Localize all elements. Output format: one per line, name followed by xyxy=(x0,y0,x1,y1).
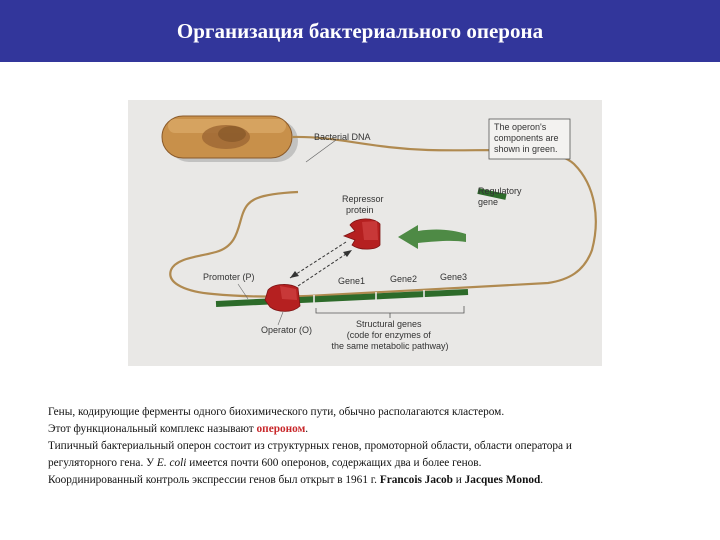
paragraph-2 xyxy=(48,421,708,438)
operon-term: опероном xyxy=(256,423,306,435)
promoter-label: Promoter (P) xyxy=(203,272,255,282)
operon-figure xyxy=(128,100,602,366)
species-name: E. coli xyxy=(156,457,187,469)
slide-title: Организация бактериального оперона xyxy=(176,19,544,43)
p2-text: Этот функциональный комплекс называют xyxy=(48,423,257,435)
operator-label: Operator (O) xyxy=(261,325,313,335)
scientist-monod: Jacques Monod xyxy=(464,474,541,486)
operator-repressor xyxy=(265,284,300,311)
paragraph-4 xyxy=(48,472,708,489)
p4-end: . xyxy=(540,474,544,486)
scientist-jacob: Francois Jacob xyxy=(379,474,453,486)
repressor-protein-label: Repressor protein xyxy=(342,194,384,215)
p2-end: . xyxy=(305,423,309,435)
operon-diagram xyxy=(128,100,602,366)
structural-genes-label: Structural genes (code for enzymes of the same metabolic pathway) xyxy=(331,319,449,351)
note-label: The operon's components are shown in green. xyxy=(494,122,559,154)
paragraph-3b xyxy=(48,455,708,472)
bacterium-cell xyxy=(162,116,298,162)
paragraph-3a: Типичный бактериальный оперон состоит из структурных генов, промоторной области, области оператора и xyxy=(48,440,572,452)
regulatory-gene-label: Regulatory gene xyxy=(478,186,522,207)
body-text xyxy=(48,404,708,489)
gene1-label: Gene1 xyxy=(338,276,366,286)
bacterial-dna-label: Bacterial DNA xyxy=(314,132,371,142)
title-bar xyxy=(0,0,720,62)
p4-text: Координированный контроль экспрессии генов был открыт в 1961 г. xyxy=(48,474,380,486)
gene3-label: Gene3 xyxy=(440,272,468,282)
p4-and: и xyxy=(452,474,465,486)
gene2-label: Gene2 xyxy=(390,274,418,284)
p3b-end: имеется почти 600 оперонов, содержащих два и более генов. xyxy=(186,457,482,469)
p3b-text: регуляторного гена. У xyxy=(48,457,157,469)
paragraph-1: Гены, кодирующие ферменты одного биохимического пути, обычно располагаются кластером. xyxy=(48,406,505,418)
